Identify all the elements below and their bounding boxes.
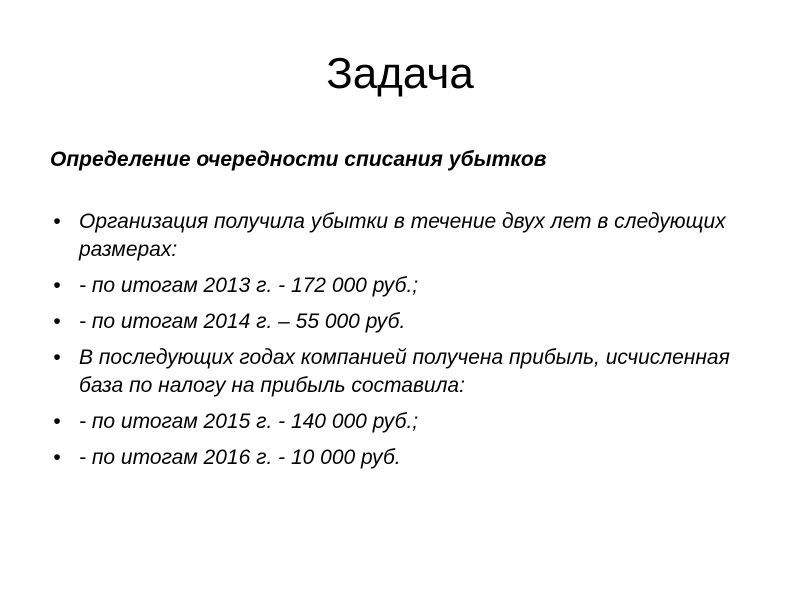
- bullet-icon: •: [53, 446, 61, 469]
- bullet-icon: •: [53, 346, 61, 369]
- list-item: [50, 344, 770, 400]
- list-item: [50, 208, 770, 264]
- bullet-icon: •: [53, 410, 61, 433]
- list-item-text: - по итогам 2016 г. - 10 000 руб.: [79, 446, 401, 469]
- list-item: [50, 272, 770, 300]
- bullet-icon: •: [53, 210, 61, 233]
- list-item-text: - по итогам 2015 г. - 140 000 руб.;: [79, 410, 419, 433]
- list-item-text: - по итогам 2013 г. - 172 000 руб.;: [79, 274, 419, 297]
- list-item: [50, 408, 770, 436]
- list-item-text: - по итогам 2014 г. – 55 000 руб.: [79, 310, 406, 333]
- list-item-text: Организация получила убытки в течение двух лет в следующих размерах:: [79, 210, 726, 261]
- slide-subtitle: Определение очередности списания убытков: [50, 148, 547, 171]
- bullet-icon: •: [53, 310, 61, 333]
- slide-title: Задача: [326, 49, 474, 98]
- bullet-list: [50, 208, 770, 480]
- list-item: [50, 308, 770, 336]
- list-item-text: В последующих годах компанией получена прибыль, исчисленная база по налогу на прибыль составила:: [79, 346, 730, 397]
- bullet-icon: •: [53, 274, 61, 297]
- list-item: [50, 444, 770, 472]
